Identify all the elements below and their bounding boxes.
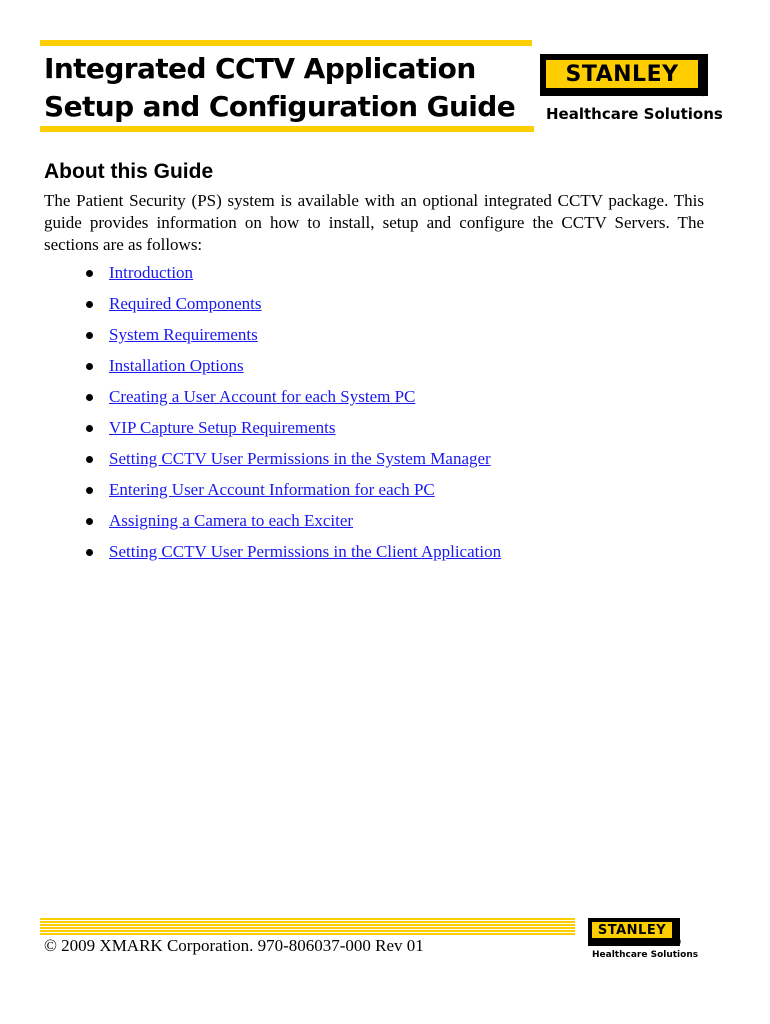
toc-link-assigning-camera[interactable]: Assigning a Camera to each Exciter <box>109 511 354 530</box>
toc-item <box>82 386 501 417</box>
header-rule-top <box>40 40 532 46</box>
intro-paragraph: The Patient Security (PS) system is available with an optional integrated CCTV package. This guide provides information on how to install, setup and configure the CCTV Servers. The sections are as follows: <box>44 191 704 254</box>
stanley-logo-footer <box>588 918 699 964</box>
stanley-logo-header <box>540 54 723 126</box>
logo-subtitle: Healthcare Solutions <box>546 105 723 123</box>
bullet-icon <box>86 270 93 277</box>
bullet-icon <box>86 425 93 432</box>
toc-item <box>82 510 501 541</box>
toc-link-introduction[interactable]: Introduction <box>109 263 194 282</box>
registered-mark: ® <box>698 88 708 99</box>
toc-link-installation-options[interactable]: Installation Options <box>109 356 244 375</box>
bullet-icon <box>86 363 93 370</box>
bullet-icon <box>86 518 93 525</box>
bullet-icon <box>86 332 93 339</box>
title-line-1: Integrated CCTV Application <box>44 52 476 85</box>
toc-link-required-components[interactable]: Required Components <box>109 294 262 313</box>
toc-link-permissions-client-application[interactable]: Setting CCTV User Permissions in the Client Application <box>109 542 502 561</box>
bullet-icon <box>86 487 93 494</box>
toc-link-vip-capture-setup[interactable]: VIP Capture Setup Requirements <box>109 418 336 437</box>
toc-link-permissions-system-manager[interactable]: Setting CCTV User Permissions in the System Manager <box>109 449 491 468</box>
footer-copyright: © 2009 XMARK Corporation. 970-806037-000 Rev 01 <box>44 936 424 955</box>
footer-rule <box>40 933 575 935</box>
section-heading: About this Guide <box>44 160 214 183</box>
bullet-icon <box>86 394 93 401</box>
toc-item <box>82 262 501 293</box>
footer-registered-mark: ® <box>675 938 682 946</box>
document-title <box>44 50 524 126</box>
footer-logo-brand: STANLEY <box>592 922 672 938</box>
title-line-2: Setup and Configuration Guide <box>44 90 516 123</box>
toc-link-creating-user-account[interactable]: Creating a User Account for each System PC <box>109 387 416 406</box>
bullet-icon <box>86 456 93 463</box>
logo-brand: STANLEY <box>546 60 698 88</box>
bullet-icon <box>86 549 93 556</box>
toc-link-entering-user-account-info[interactable]: Entering User Account Information for each PC <box>109 480 435 499</box>
footer-logo-subtitle: Healthcare Solutions <box>592 950 699 960</box>
toc-item <box>82 293 501 324</box>
toc-item <box>82 355 501 386</box>
toc-link-system-requirements[interactable]: System Requirements <box>109 325 258 344</box>
toc-item <box>82 448 501 479</box>
toc-list <box>82 262 501 572</box>
toc-item <box>82 417 501 448</box>
footer-stripes <box>40 918 575 934</box>
bullet-icon <box>86 301 93 308</box>
toc-item <box>82 541 501 572</box>
header-rule-bottom <box>40 126 534 132</box>
toc-item <box>82 479 501 510</box>
toc-item <box>82 324 501 355</box>
